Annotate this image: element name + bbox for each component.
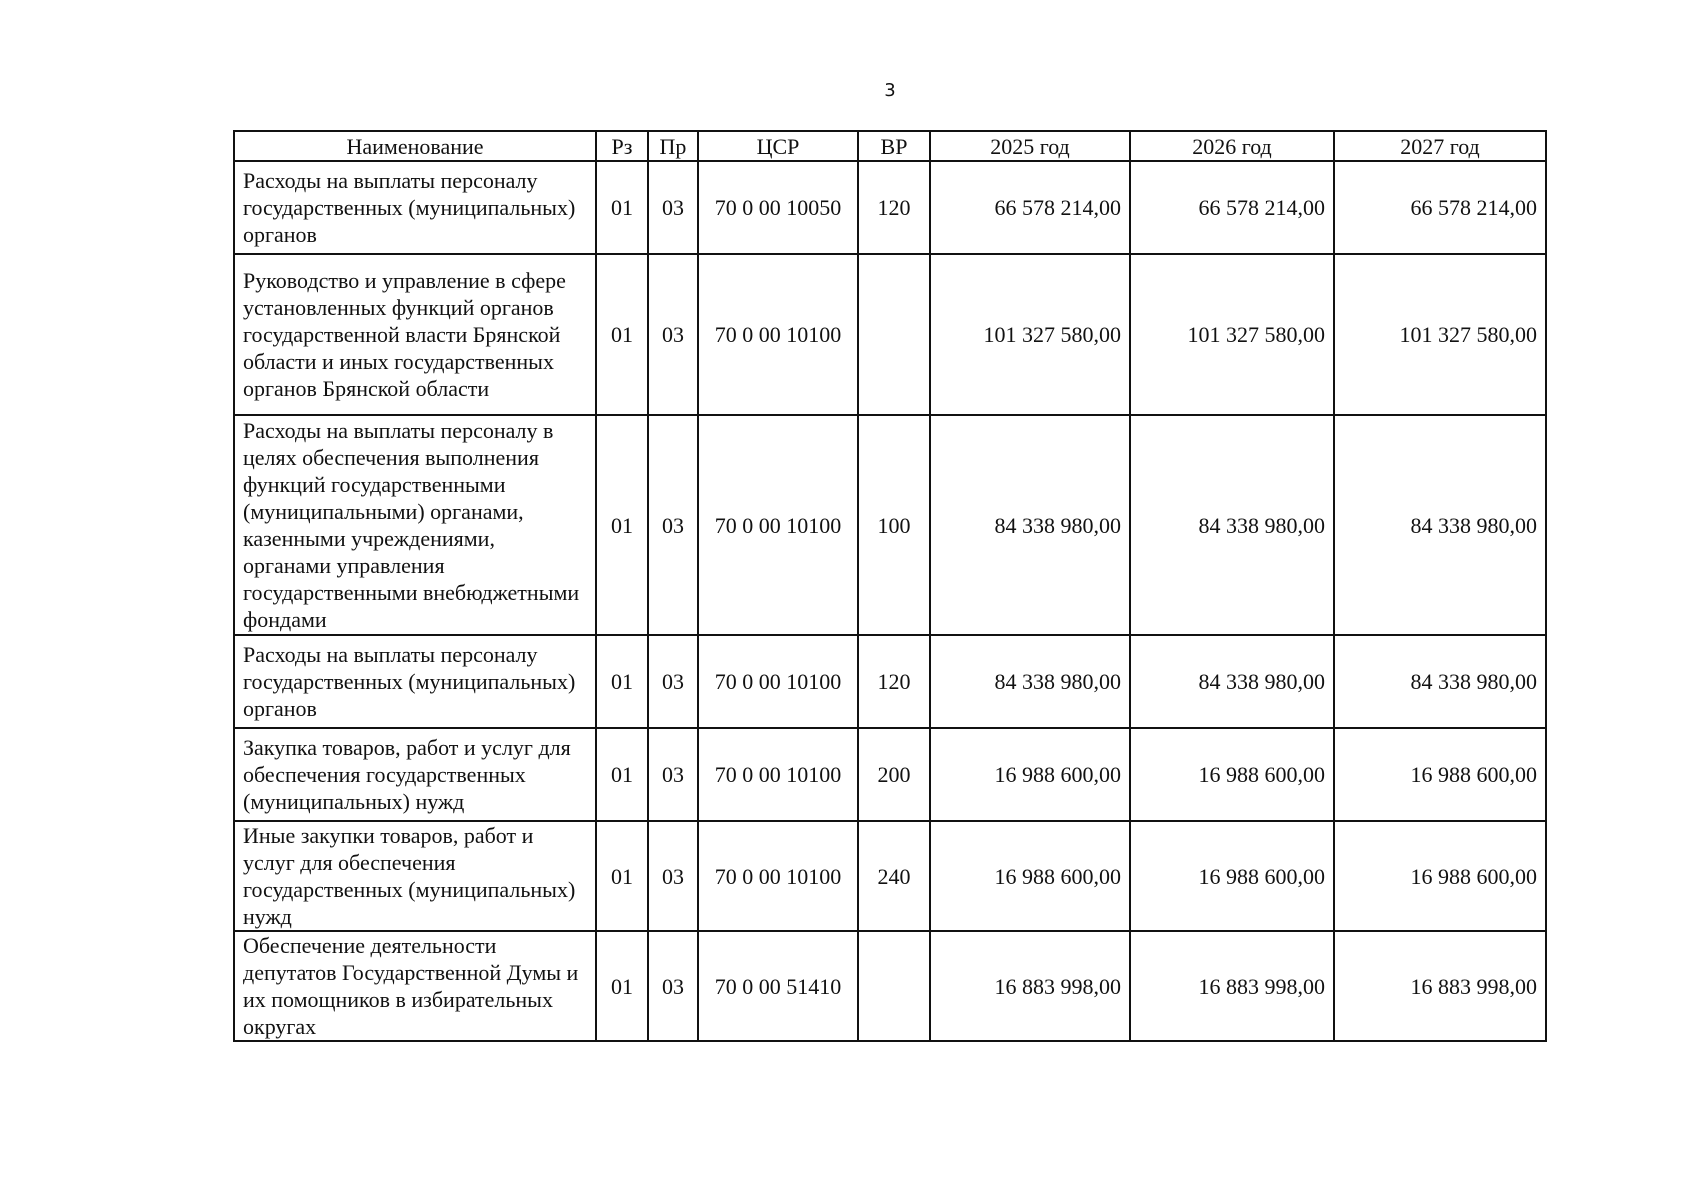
- cell-vr: 200: [858, 728, 930, 821]
- cell-2026: 84 338 980,00: [1130, 415, 1334, 635]
- cell-rz: 01: [596, 635, 648, 728]
- header-2025: 2025 год: [930, 131, 1130, 161]
- cell-name: Иные закупки товаров, работ и услуг для обеспечения государственных (муниципальных) нужд: [234, 821, 596, 931]
- cell-vr: [858, 931, 930, 1041]
- cell-2027: 66 578 214,00: [1334, 161, 1546, 254]
- cell-vr: 100: [858, 415, 930, 635]
- cell-rz: 01: [596, 161, 648, 254]
- cell-rz: 01: [596, 931, 648, 1041]
- cell-csr: 70 0 00 10100: [698, 254, 858, 415]
- cell-pr: 03: [648, 931, 698, 1041]
- cell-csr: 70 0 00 10100: [698, 635, 858, 728]
- cell-vr: 240: [858, 821, 930, 931]
- header-pr: Пр: [648, 131, 698, 161]
- header-name: Наименование: [234, 131, 596, 161]
- cell-csr: 70 0 00 51410: [698, 931, 858, 1041]
- cell-2027: 16 988 600,00: [1334, 728, 1546, 821]
- cell-2026: 84 338 980,00: [1130, 635, 1334, 728]
- cell-pr: 03: [648, 821, 698, 931]
- cell-csr: 70 0 00 10100: [698, 728, 858, 821]
- table-row: [234, 821, 1546, 931]
- cell-pr: 03: [648, 161, 698, 254]
- cell-2025: 16 988 600,00: [930, 728, 1130, 821]
- cell-name: Закупка товаров, работ и услуг для обеспечения государственных (муниципальных) нужд: [234, 728, 596, 821]
- table-row: [234, 728, 1546, 821]
- cell-csr: 70 0 00 10100: [698, 821, 858, 931]
- cell-2026: 66 578 214,00: [1130, 161, 1334, 254]
- cell-2025: 16 883 998,00: [930, 931, 1130, 1041]
- header-2026: 2026 год: [1130, 131, 1334, 161]
- cell-vr: [858, 254, 930, 415]
- cell-rz: 01: [596, 728, 648, 821]
- budget-table: [233, 130, 1547, 1042]
- table-row: [234, 161, 1546, 254]
- table-row: [234, 254, 1546, 415]
- cell-vr: 120: [858, 161, 930, 254]
- header-rz: Рз: [596, 131, 648, 161]
- header-2027: 2027 год: [1334, 131, 1546, 161]
- page-number: 3: [884, 80, 896, 101]
- cell-2025: 84 338 980,00: [930, 415, 1130, 635]
- cell-rz: 01: [596, 254, 648, 415]
- cell-2026: 16 883 998,00: [1130, 931, 1334, 1041]
- cell-pr: 03: [648, 254, 698, 415]
- cell-rz: 01: [596, 821, 648, 931]
- cell-2027: 101 327 580,00: [1334, 254, 1546, 415]
- cell-2025: 101 327 580,00: [930, 254, 1130, 415]
- cell-2027: 16 988 600,00: [1334, 821, 1546, 931]
- cell-2025: 16 988 600,00: [930, 821, 1130, 931]
- cell-name: Обеспечение деятельности депутатов Государственной Думы и их помощников в избирательных округах: [234, 931, 596, 1041]
- cell-2026: 16 988 600,00: [1130, 821, 1334, 931]
- cell-pr: 03: [648, 415, 698, 635]
- header-csr: ЦСР: [698, 131, 858, 161]
- cell-2025: 84 338 980,00: [930, 635, 1130, 728]
- cell-name: Расходы на выплаты персоналу государственных (муниципальных) органов: [234, 161, 596, 254]
- cell-2027: 84 338 980,00: [1334, 635, 1546, 728]
- cell-name: Руководство и управление в сфере установленных функций органов государственной власти Брянской области и иных государственных органов Брянской области: [234, 254, 596, 415]
- table-row: [234, 635, 1546, 728]
- cell-csr: 70 0 00 10050: [698, 161, 858, 254]
- cell-2026: 101 327 580,00: [1130, 254, 1334, 415]
- table-row: [234, 931, 1546, 1041]
- table-row: [234, 415, 1546, 635]
- cell-name: Расходы на выплаты персоналу государственных (муниципальных) органов: [234, 635, 596, 728]
- cell-2027: 16 883 998,00: [1334, 931, 1546, 1041]
- cell-vr: 120: [858, 635, 930, 728]
- cell-pr: 03: [648, 635, 698, 728]
- cell-name: Расходы на выплаты персоналу в целях обеспечения выполнения функций государственными (муниципальными) органами, казенными учреждениями, органами управления государственными внебюджетными фондами: [234, 415, 596, 635]
- cell-2027: 84 338 980,00: [1334, 415, 1546, 635]
- cell-2026: 16 988 600,00: [1130, 728, 1334, 821]
- header-vr: ВР: [858, 131, 930, 161]
- cell-2025: 66 578 214,00: [930, 161, 1130, 254]
- cell-csr: 70 0 00 10100: [698, 415, 858, 635]
- cell-rz: 01: [596, 415, 648, 635]
- cell-pr: 03: [648, 728, 698, 821]
- table-header-row: [234, 131, 1546, 161]
